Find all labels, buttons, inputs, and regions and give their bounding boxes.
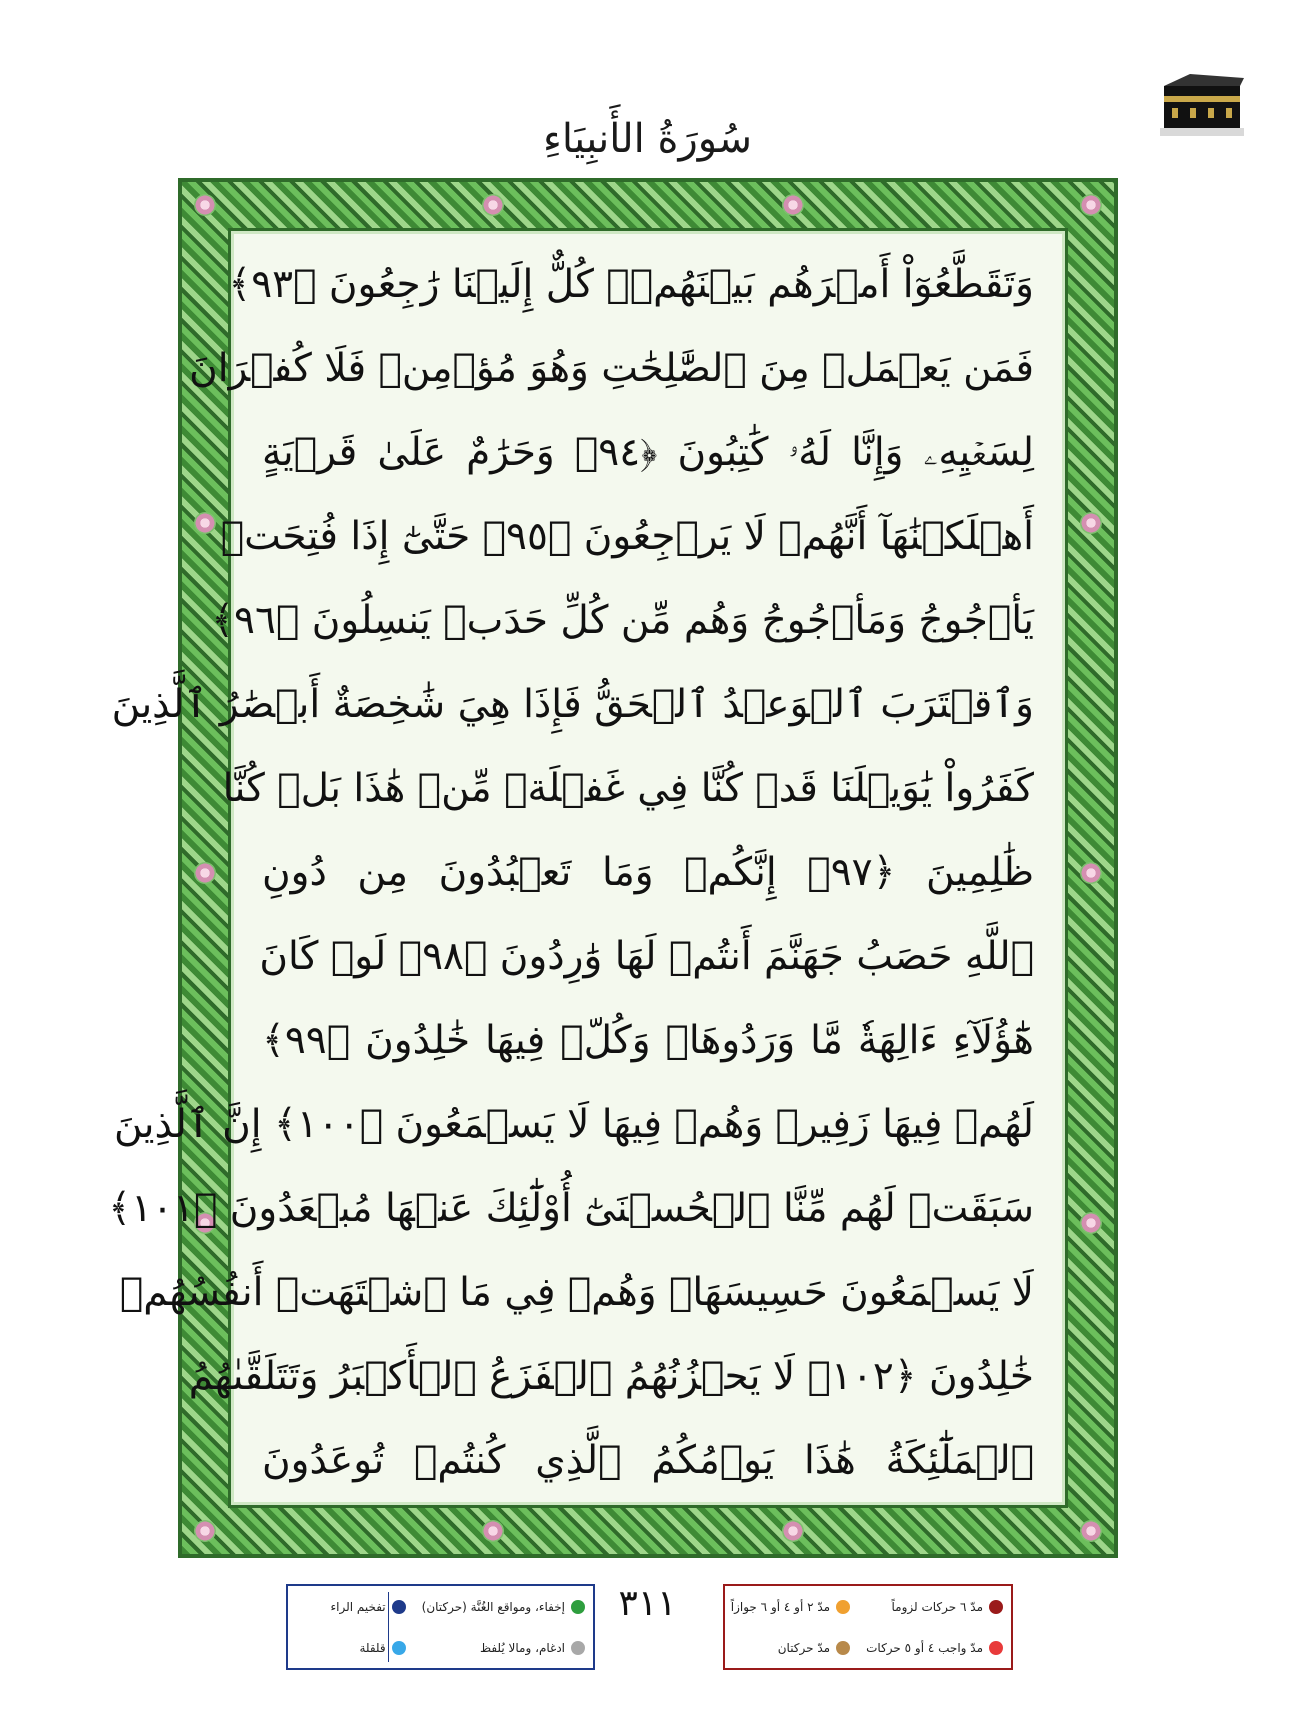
legend-item: إخفاء، ومواقع الغُنَّة (حركتان) (414, 1586, 593, 1627)
flower-ornament (194, 862, 216, 884)
flower-ornament (1080, 1212, 1102, 1234)
legend-item: ادغام، ومالا يُلفظ (414, 1627, 593, 1668)
flower-ornament (194, 1520, 216, 1542)
text-line: هَٰٓؤُلَآءِ ءَالِهَةٗ مَّا وَرَدُوهَاۖ وَكُلّٞ فِيهَا خَٰلِدُونَ ﴿٩٩﴾ (262, 1017, 1034, 1063)
text-line: فَمَن يَعۡمَلۡ مِنَ ٱلصَّٰلِحَٰتِ وَهُوَ مُؤۡمِنٞ فَلَا كُفۡرَانَ (189, 345, 1034, 391)
page-number: ٣١١ (618, 1582, 677, 1624)
text-line: أَهۡلَكۡنَٰهَآ أَنَّهُمۡ لَا يَرۡجِعُونَ ﴿٩٥﴾ حَتَّىٰٓ إِذَا فُتِحَتۡ (220, 513, 1034, 559)
text-line: خَٰلِدُونَ ﴿١٠٢﴾ لَا يَحۡزُنُهُمُ ٱلۡفَزَعُ ٱلۡأَكۡبَرُ وَتَتَلَقَّىٰهُمُ (188, 1353, 1034, 1399)
text-line: وَتَقَطَّعُوٓاْ أَمۡرَهُم بَيۡنَهُمۡۖ كُلٌّ إِلَيۡنَا رَٰجِعُونَ ﴿٩٣﴾ (228, 261, 1034, 307)
flower-ornament (782, 194, 804, 216)
text-line: لَا يَسۡمَعُونَ حَسِيسَهَاۖ وَهُمۡ فِي مَا ٱشۡتَهَتۡ أَنفُسُهُمۡ (119, 1269, 1034, 1315)
text-line: ٱلۡمَلَٰٓئِكَةُ هَٰذَا يَوۡمُكُمُ ٱلَّذِي كُنتُمۡ تُوعَدُونَ (262, 1437, 1034, 1483)
legend-dot (392, 1600, 406, 1614)
flower-ornament (194, 194, 216, 216)
text-line: سَبَقَتۡ لَهُم مِّنَّا ٱلۡحُسۡنَىٰٓ أُوْلَٰٓئِكَ عَنۡهَا مُبۡعَدُونَ ﴿١٠١﴾ (108, 1185, 1034, 1231)
text-line: كَفَرُواْ يَٰوَيۡلَنَا قَدۡ كُنَّا فِي غَفۡلَةٖ مِّنۡ هَٰذَا بَلۡ كُنَّا (222, 765, 1034, 811)
legend-dot (836, 1641, 850, 1655)
text-line: يَأۡجُوجُ وَمَأۡجُوجُ وَهُم مِّن كُلِّ حَدَبٖ يَنسِلُونَ ﴿٩٦﴾ (211, 597, 1034, 643)
legend-item: مدّ ٦ حركات لزوماً (858, 1586, 1011, 1627)
flower-ornament (1080, 1520, 1102, 1542)
legend-dot (571, 1600, 585, 1614)
legend-item: تفخيم الراء (288, 1586, 414, 1627)
surah-title: سُورَةُ الأَنبِيَاءِ (543, 116, 752, 162)
tajweed-legend-left (286, 1584, 595, 1670)
text-line: لِسَعۡيِهِۦ وَإِنَّا لَهُۥ كَٰتِبُونَ ﴿٩٤﴾ وَحَرَٰمٌ عَلَىٰ قَرۡيَةٍ (262, 429, 1035, 475)
legend-dot (571, 1641, 585, 1655)
legend-item: مدّ واجب ٤ أو ٥ حركات (858, 1627, 1011, 1668)
kaaba-icon (1160, 72, 1244, 136)
tajweed-legend-right (723, 1584, 1013, 1670)
text-line: ظَٰلِمِينَ ﴿٩٧﴾ إِنَّكُمۡ وَمَا تَعۡبُدُونَ مِن دُونِ (262, 849, 1034, 895)
flower-ornament (1080, 862, 1102, 884)
legend-dot (989, 1600, 1003, 1614)
quran-text (108, 242, 1035, 1504)
legend-dot (989, 1641, 1003, 1655)
legend-item: مدّ حركتان (723, 1627, 858, 1668)
flower-ornament (782, 1520, 804, 1542)
text-line: ٱللَّهِ حَصَبُ جَهَنَّمَ أَنتُمۡ لَهَا وَٰرِدُونَ ﴿٩٨﴾ لَوۡ كَانَ (259, 933, 1034, 979)
legend-dot (836, 1600, 850, 1614)
flower-ornament (482, 1520, 504, 1542)
flower-ornament (482, 194, 504, 216)
text-line: لَهُمۡ فِيهَا زَفِيرٞ وَهُمۡ فِيهَا لَا يَسۡمَعُونَ ﴿١٠٠﴾ إِنَّ ٱلَّذِينَ (113, 1101, 1034, 1147)
legend-dot (392, 1641, 406, 1655)
flower-ornament (1080, 512, 1102, 534)
legend-item: قلقلة (288, 1627, 414, 1668)
flower-ornament (194, 512, 216, 534)
flower-ornament (1080, 194, 1102, 216)
legend-item: مدّ ٢ أو ٤ أو ٦ جوازاً (723, 1586, 858, 1627)
text-line: وَٱقۡتَرَبَ ٱلۡوَعۡدُ ٱلۡحَقُّ فَإِذَا هِيَ شَٰخِصَةٌ أَبۡصَٰرُ ٱلَّذِينَ (111, 681, 1034, 727)
